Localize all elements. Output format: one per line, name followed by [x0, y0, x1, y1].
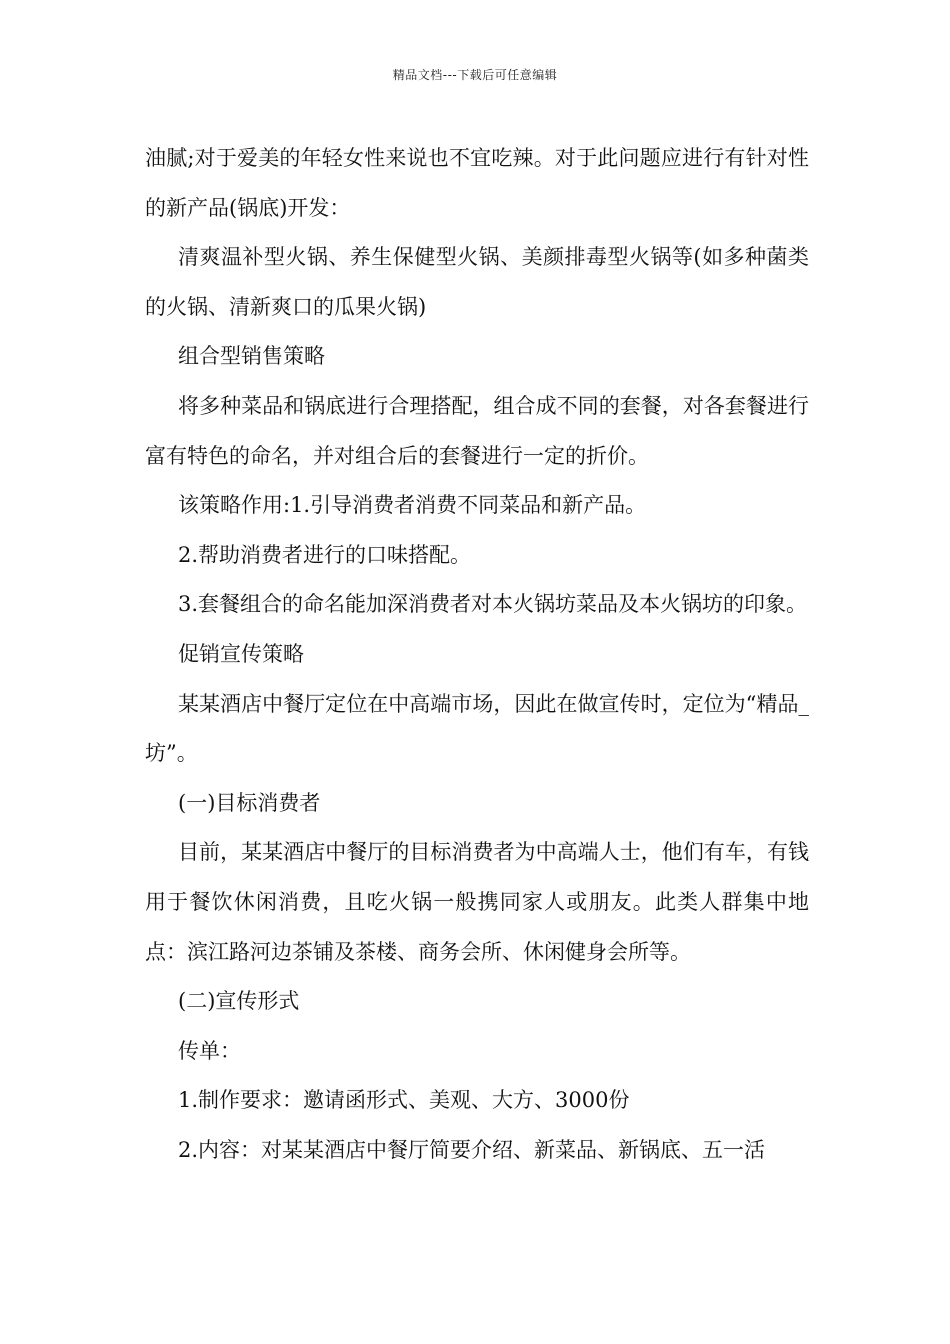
heading-promotion-strategy: 促销宣传策略	[178, 641, 304, 666]
page-header: 精品文档---下载后可任意编辑	[392, 68, 558, 82]
paragraph-strategy-effect-3: 3.套餐组合的命名能加深消费者对本火锅坊菜品及本火锅坊的印象。	[178, 592, 808, 617]
heading-combo-strategy: 组合型销售策略	[178, 344, 325, 369]
paragraph-hotpot-types: 清爽温补型火锅、养生保健型火锅、美颜排毒型火锅等(如多种菌类的火锅、清新爽口的瓜果火锅)	[145, 245, 809, 319]
document-body	[145, 134, 809, 1175]
paragraph-flyer-requirements: 1.制作要求：邀请函形式、美观、大方、3000份	[178, 1088, 630, 1113]
paragraph-flyer-label: 传单：	[178, 1038, 241, 1063]
paragraph-combo-description: 将多种菜品和锅底进行合理搭配，组合成不同的套餐，对各套餐进行富有特色的命名，并对组合后的套餐进行一定的折价。	[145, 393, 809, 468]
paragraph-target-consumers: 目前，某某酒店中餐厅的目标消费者为中高端人士，他们有车，有钱用于餐饮休闲消费，且吃火锅一般携同家人或朋友。此类人群集中地点：滨江路河边茶铺及茶楼、商务会所、休闲健身会所等。	[145, 840, 809, 964]
paragraph-continuation: 油腻;对于爱美的年轻女性来说也不宜吃辣。对于此问题应进行有针对性的新产品(锅底)开发：	[145, 146, 809, 220]
heading-promotion-forms: (二)宣传形式	[178, 989, 300, 1014]
paragraph-strategy-effect-1: 该策略作用:1.引导消费者消费不同菜品和新产品。	[178, 493, 647, 518]
paragraph-positioning: 某某酒店中餐厅定位在中高端市场，因此在做宣传时，定位为“精品_坊”。	[145, 691, 809, 766]
paragraph-flyer-content: 2.内容：对某某酒店中餐厅简要介绍、新菜品、新锅底、五一活	[178, 1137, 766, 1162]
heading-target-consumers: (一)目标消费者	[178, 790, 321, 815]
paragraph-strategy-effect-2: 2.帮助消费者进行的口味搭配。	[178, 542, 472, 567]
